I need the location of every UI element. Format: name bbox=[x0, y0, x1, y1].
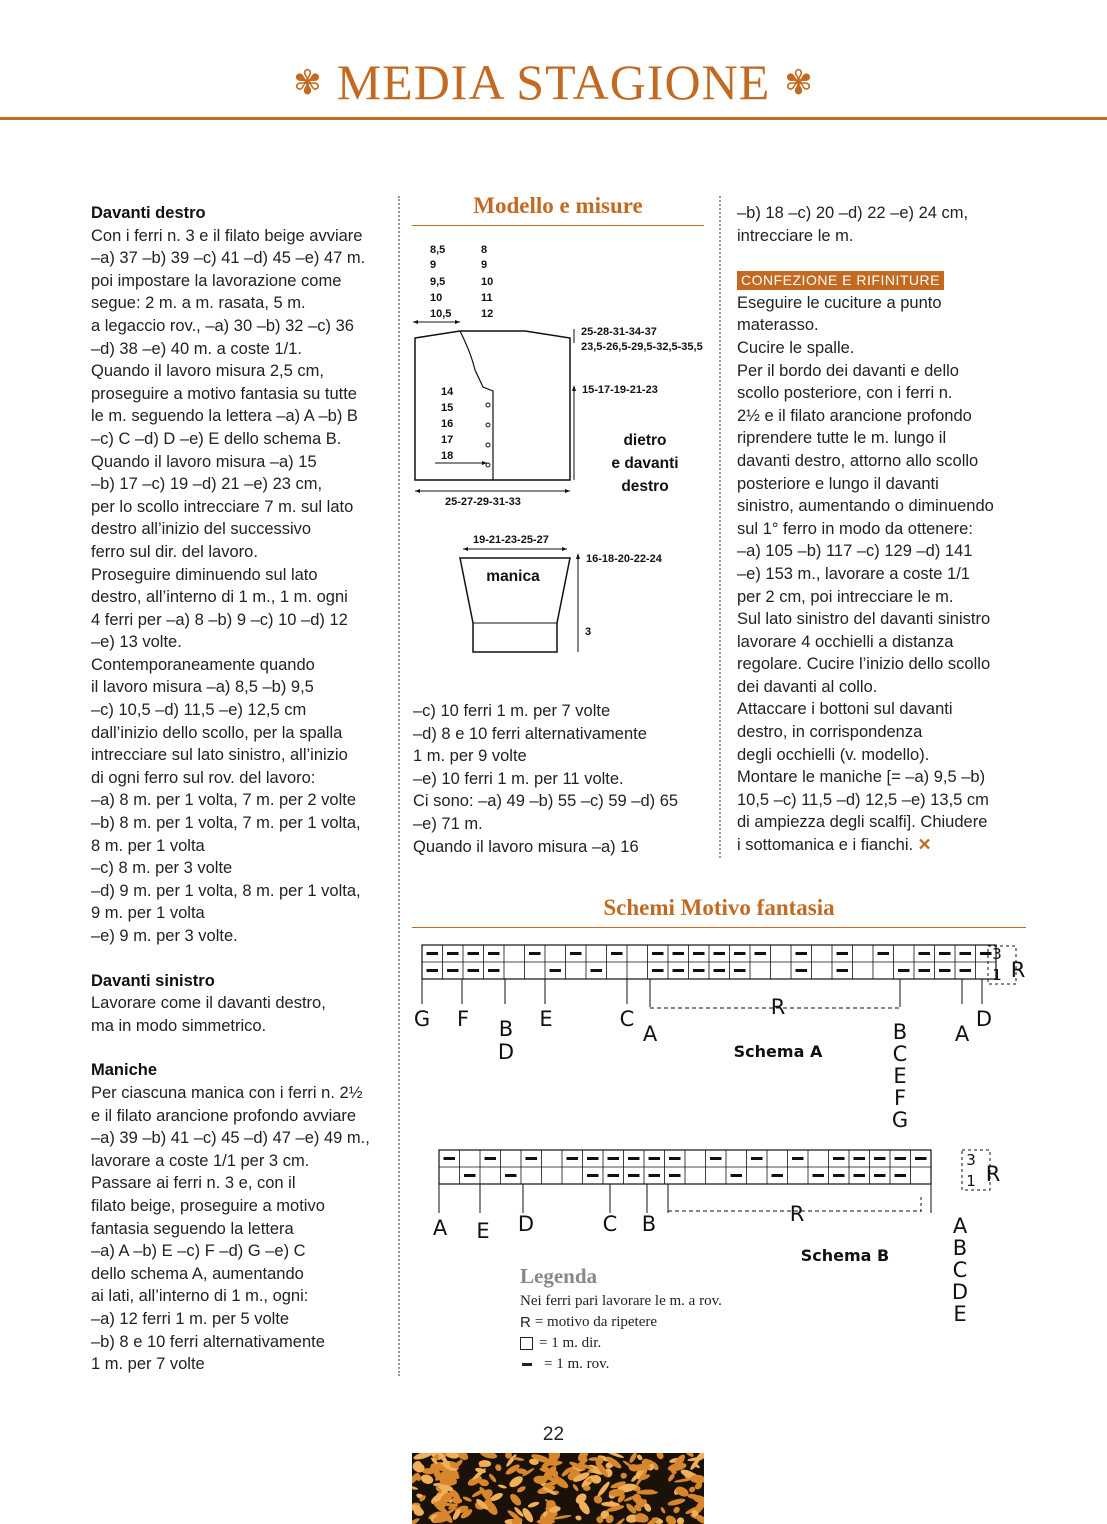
text-line: –b) 8 m. per 1 volta, 7 m. per 1 volta, bbox=[91, 814, 361, 833]
text-line: ai lati, all’interno di 1 m., ogni: bbox=[91, 1287, 309, 1306]
page-header bbox=[0, 0, 1107, 124]
purl-mark bbox=[649, 1174, 660, 1177]
text-line: e il filato arancione profondo avviare bbox=[91, 1106, 357, 1125]
body-label: e davanti bbox=[611, 455, 679, 472]
text-line: –a) 12 ferri 1 m. per 5 volte bbox=[91, 1309, 290, 1328]
purl-mark bbox=[792, 1157, 803, 1160]
legend bbox=[520, 1266, 722, 1375]
sleeve-measure: 16-18-20-22-24 bbox=[586, 553, 662, 565]
column-letter: B bbox=[952, 1236, 968, 1260]
purl-mark bbox=[751, 1157, 762, 1160]
text-line: scollo posteriore, con i ferri n. bbox=[737, 384, 953, 403]
text-line: a legaccio rov., –a) 30 –b) 32 –c) 36 bbox=[91, 316, 354, 335]
text-line: –a) A –b) E –c) F –d) G –e) C bbox=[91, 1242, 306, 1261]
purl-mark bbox=[488, 969, 499, 972]
purl-mark bbox=[915, 1157, 926, 1160]
text-line: –a) 105 –b) 117 –c) 129 –d) 141 bbox=[737, 542, 973, 561]
section-heading: Davanti destro bbox=[91, 204, 206, 222]
column-letter: D bbox=[975, 1007, 993, 1031]
text-line: –a) 8 m. per 1 volta, 7 m. per 2 volte bbox=[91, 791, 357, 810]
text-line: 10,5 –c) 11,5 –d) 12,5 –e) 13,5 cm bbox=[737, 790, 989, 809]
purl-mark bbox=[611, 952, 622, 955]
text-line: Eseguire le cuciture a punto bbox=[737, 293, 942, 312]
purl-mark bbox=[813, 1174, 824, 1177]
text-line: sul 1° ferro in modo da ottenere: bbox=[737, 519, 973, 538]
text-line: materasso. bbox=[737, 316, 819, 335]
text-line: intrecciare le m. bbox=[737, 226, 854, 245]
column-letter: F bbox=[893, 1086, 907, 1110]
schema-name: Schema A bbox=[733, 1042, 823, 1061]
purl-mark bbox=[427, 952, 438, 955]
repeat-label: R bbox=[789, 1202, 805, 1226]
text-line: segue: 2 m. a m. rasata, 5 m. bbox=[91, 294, 306, 313]
column-letter: E bbox=[539, 1007, 553, 1031]
shoulder-measure: 8,5 bbox=[430, 244, 446, 256]
text-line: –c) 10 ferri 1 m. per 7 volte bbox=[413, 702, 611, 720]
purl-mark bbox=[898, 969, 909, 972]
text-line: degli occhielli (v. modello). bbox=[737, 745, 930, 764]
text-line: 8 m. per 1 volta bbox=[91, 836, 205, 855]
body-label: dietro bbox=[623, 432, 667, 449]
text-line: ma in modo simmetrico. bbox=[91, 1016, 267, 1035]
text-line: Cucire le spalle. bbox=[737, 338, 855, 357]
column-letter: E bbox=[476, 1219, 490, 1243]
davanti-sinistro-text bbox=[91, 992, 391, 1037]
purl-mark bbox=[734, 969, 745, 972]
purl-mark bbox=[652, 952, 663, 955]
legend-line: = motivo da ripetere bbox=[534, 1314, 658, 1330]
purl-mark bbox=[874, 1157, 885, 1160]
text-line: lavorare 4 occhielli a distanza bbox=[737, 632, 954, 651]
header-rule bbox=[0, 117, 1107, 120]
purl-mark bbox=[731, 1174, 742, 1177]
purl-mark bbox=[628, 1174, 639, 1177]
schema-a-chart bbox=[410, 940, 1030, 1130]
purl-mark bbox=[755, 952, 766, 955]
text-line: Per ciascuna manica con i ferri n. 2½ bbox=[91, 1083, 363, 1102]
text-line: regolare. Cucire l’inizio dello scollo bbox=[737, 655, 991, 674]
text-line: per lo scollo intrecciare 7 m. sul lato bbox=[91, 497, 354, 516]
purl-mark bbox=[960, 969, 971, 972]
text-line: Montare le maniche [= –a) 9,5 –b) bbox=[737, 768, 986, 787]
text-line: Passare ai ferri n. 3 e, con il bbox=[91, 1174, 296, 1193]
schema-name: Schema B bbox=[800, 1246, 890, 1265]
text-line: filato beige, proseguire a motivo bbox=[91, 1196, 325, 1215]
purl-mark bbox=[468, 952, 479, 955]
column-letter: E bbox=[893, 1064, 907, 1088]
side-measure: 15-17-19-21-23 bbox=[582, 384, 658, 396]
text-line: di ampiezza degli scalfi]. Chiudere bbox=[737, 813, 988, 832]
inner-measure: 15 bbox=[441, 402, 454, 414]
column-letter: E bbox=[953, 1302, 967, 1326]
text-line: –d) 8 e 10 ferri alternativamente bbox=[413, 724, 647, 743]
bottom-measure: 25-27-29-31-33 bbox=[445, 496, 521, 508]
purl-mark bbox=[669, 1157, 680, 1160]
row-number: 1 bbox=[992, 966, 1002, 984]
purl-mark bbox=[505, 1174, 516, 1177]
purl-mark bbox=[550, 969, 561, 972]
purl-dash-icon bbox=[522, 1363, 532, 1366]
purl-mark bbox=[854, 1174, 865, 1177]
purl-mark bbox=[833, 1157, 844, 1160]
text-line: Con i ferri n. 3 e il filato beige avviare bbox=[91, 226, 363, 245]
column-divider bbox=[398, 196, 400, 1376]
text-line: fantasia seguendo la lettera bbox=[91, 1219, 294, 1238]
left-column bbox=[91, 202, 391, 1376]
text-line: posteriore e lungo il davanti bbox=[737, 474, 939, 493]
sleeve-measure: 19-21-23-25-27 bbox=[473, 534, 549, 546]
text-line: destro, all’interno di 1 m., 1 m. ogni bbox=[91, 588, 348, 607]
top-measure: 25-28-31-34-37 bbox=[581, 326, 657, 338]
text-line: 9 m. per 1 volta bbox=[91, 904, 205, 923]
section-heading: Maniche bbox=[91, 1061, 158, 1080]
repeat-label: R bbox=[985, 1162, 1001, 1186]
text-line: –c) C –d) D –e) E dello schema B. bbox=[91, 429, 342, 448]
purl-mark bbox=[919, 969, 930, 972]
schemi-title: Schemi Motivo fantasia bbox=[603, 895, 835, 920]
text-line: poi impostare la lavorazione come bbox=[91, 271, 342, 290]
purl-mark bbox=[895, 1157, 906, 1160]
text-line: –b) 8 e 10 ferri alternativamente bbox=[91, 1332, 325, 1351]
purl-mark bbox=[447, 952, 458, 955]
text-line: –e) 71 m. bbox=[413, 814, 483, 833]
column-letter: C bbox=[952, 1258, 968, 1282]
text-line: ferro sul dir. del lavoro. bbox=[91, 542, 258, 561]
inner-measure: 14 bbox=[441, 386, 454, 398]
purl-mark bbox=[587, 1157, 598, 1160]
text-line: davanti destro, attorno allo scollo bbox=[737, 451, 979, 470]
text-line: le m. seguendo la lettera –a) A –b) B bbox=[91, 407, 358, 426]
purl-mark bbox=[714, 969, 725, 972]
text-line: dei davanti al collo. bbox=[737, 677, 878, 696]
flower-icon: ✾ bbox=[293, 64, 323, 102]
purl-mark bbox=[919, 952, 930, 955]
text-line: Per il bordo dei davanti e dello bbox=[737, 361, 959, 380]
text-line: 1 m. per 9 volte bbox=[413, 747, 527, 766]
purl-mark bbox=[673, 952, 684, 955]
text-line: 1 m. per 7 volte bbox=[91, 1355, 205, 1374]
purl-mark bbox=[693, 952, 704, 955]
purl-mark bbox=[464, 1174, 475, 1177]
column-letter: D bbox=[497, 1040, 515, 1064]
end-ornament-icon: ✕ bbox=[913, 836, 932, 855]
top-measure: 23,5-26,5-29,5-32,5-35,5 bbox=[581, 341, 703, 353]
purl-mark bbox=[427, 969, 438, 972]
text-line: Sul lato sinistro del davanti sinistro bbox=[737, 610, 991, 629]
column-letter: B bbox=[498, 1017, 514, 1041]
column-letter: B bbox=[892, 1020, 908, 1044]
shoulder-measure: 9,5 bbox=[430, 276, 446, 288]
knit-square-icon bbox=[520, 1337, 533, 1350]
text-line: Ci sono: –a) 49 –b) 55 –c) 59 –d) 65 bbox=[413, 792, 679, 811]
repeat-label: R bbox=[770, 995, 786, 1019]
inner-measure: 16 bbox=[441, 418, 454, 430]
text-line: –d) 38 –e) 40 m. a coste 1/1. bbox=[91, 339, 302, 358]
shoulder-measure: 10 bbox=[430, 292, 443, 304]
text-line: intrecciare sul lato sinistro, all’inizio bbox=[91, 746, 348, 765]
column-letter: G bbox=[413, 1007, 431, 1031]
shoulder-measure: 9 bbox=[481, 259, 488, 271]
flower-icon: ✾ bbox=[784, 64, 814, 102]
purl-mark bbox=[567, 1157, 578, 1160]
shoulder-measure: 8 bbox=[481, 244, 488, 256]
row-number: 3 bbox=[992, 945, 1002, 963]
davanti-destro-text bbox=[91, 225, 391, 948]
text-line: dall’inizio dello scollo, per la spalla bbox=[91, 723, 343, 742]
text-line: –d) 9 m. per 1 volta, 8 m. per 1 volta, bbox=[91, 881, 361, 900]
repeat-label: R bbox=[1010, 958, 1026, 982]
middle-column-text bbox=[413, 700, 713, 858]
column-letter: A bbox=[954, 1022, 970, 1046]
text-line: –c) 10,5 –d) 11,5 –e) 12,5 cm bbox=[91, 701, 307, 720]
legend-line: = 1 m. dir. bbox=[539, 1335, 602, 1351]
text-line: –e) 10 ferri 1 m. per 11 volte. bbox=[413, 769, 624, 788]
section-rule bbox=[412, 225, 704, 226]
text-line: Attaccare i bottoni sul davanti bbox=[737, 700, 953, 719]
purl-mark bbox=[874, 1174, 885, 1177]
purl-mark bbox=[669, 1174, 680, 1177]
purl-mark bbox=[652, 969, 663, 972]
purl-mark bbox=[526, 1157, 537, 1160]
purl-mark bbox=[529, 952, 540, 955]
cuff-measure: 3 bbox=[585, 626, 592, 638]
column-letter: C bbox=[892, 1042, 908, 1066]
text-line: Quando il lavoro misura –a) 16 bbox=[413, 837, 639, 856]
text-line: –e) 13 volte. bbox=[91, 633, 182, 652]
knit-swatch-image bbox=[412, 1453, 704, 1524]
text-line: Contemporaneamente quando bbox=[91, 655, 315, 674]
column-divider bbox=[719, 196, 721, 858]
purl-mark bbox=[591, 969, 602, 972]
purl-mark bbox=[710, 1157, 721, 1160]
text-line: Proseguire diminuendo sul lato bbox=[91, 565, 318, 584]
shoulder-measure: 10 bbox=[481, 276, 494, 288]
purl-mark bbox=[444, 1157, 455, 1160]
text-line: 4 ferri per –a) 8 –b) 9 –c) 10 –d) 12 bbox=[91, 610, 348, 629]
text-line: sinistro, aumentando o diminuendo bbox=[737, 497, 994, 516]
column-letter: C bbox=[619, 1007, 635, 1031]
purl-mark bbox=[854, 1157, 865, 1160]
shoulder-measure: 11 bbox=[481, 292, 493, 304]
purl-mark bbox=[833, 1174, 844, 1177]
right-column bbox=[737, 202, 1037, 857]
purl-mark bbox=[772, 1174, 783, 1177]
text-line: di ogni ferro sul rov. del lavoro: bbox=[91, 768, 316, 787]
purl-mark bbox=[939, 969, 950, 972]
text-line: destro all’inizio del successivo bbox=[91, 520, 312, 539]
column-letter: D bbox=[517, 1212, 535, 1236]
repeat-key: R bbox=[520, 1314, 531, 1331]
purl-mark bbox=[693, 969, 704, 972]
purl-mark bbox=[587, 1174, 598, 1177]
row-number: 3 bbox=[966, 1151, 976, 1169]
text-line: riprendere tutte le m. lungo il bbox=[737, 429, 947, 448]
text-line: Quando il lavoro misura –a) 15 bbox=[91, 452, 317, 471]
section-rule bbox=[412, 927, 1026, 928]
purl-mark bbox=[837, 952, 848, 955]
purl-mark bbox=[939, 952, 950, 955]
text-line: proseguire a motivo fantasia su tutte bbox=[91, 384, 357, 403]
purl-mark bbox=[488, 952, 499, 955]
purl-mark bbox=[796, 952, 807, 955]
text-line: Lavorare come il davanti destro, bbox=[91, 994, 326, 1013]
text-line: per 2 cm, poi intrecciare le m. bbox=[737, 587, 954, 606]
column-letter: A bbox=[952, 1214, 968, 1238]
page-title: ✾ MEDIA STAGIONE ✾ bbox=[0, 52, 1107, 118]
text-line: destro, in corrispondenza bbox=[737, 723, 923, 742]
garment-schematic bbox=[405, 235, 710, 660]
purl-mark bbox=[570, 952, 581, 955]
purl-mark bbox=[878, 952, 889, 955]
text-line: –b) 18 –c) 20 –d) 22 –e) 24 cm, bbox=[737, 204, 969, 222]
text-line: –e) 9 m. per 3 volte. bbox=[91, 927, 238, 945]
shoulder-measure: 12 bbox=[481, 308, 494, 320]
purl-mark bbox=[608, 1174, 619, 1177]
legend-title: Legenda bbox=[520, 1264, 598, 1288]
legend-line: = 1 m. rov. bbox=[544, 1356, 610, 1372]
text-line: –a) 39 –b) 41 –c) 45 –d) 47 –e) 49 m., bbox=[91, 1129, 370, 1148]
column-letter: D bbox=[951, 1280, 969, 1304]
text-line: il lavoro misura –a) 8,5 –b) 9,5 bbox=[91, 678, 314, 697]
purl-mark bbox=[980, 952, 991, 955]
text-line: dello schema A, aumentando bbox=[91, 1264, 304, 1283]
text-line: –b) 17 –c) 19 –d) 21 –e) 23 cm, bbox=[91, 475, 323, 494]
body-label: destro bbox=[621, 478, 669, 495]
purl-mark bbox=[447, 969, 458, 972]
purl-mark bbox=[485, 1157, 496, 1160]
inner-measure: 17 bbox=[441, 434, 454, 446]
purl-mark bbox=[673, 969, 684, 972]
purl-mark bbox=[628, 1157, 639, 1160]
sleeve-label: manica bbox=[486, 568, 540, 585]
column-letter: G bbox=[891, 1108, 909, 1130]
text-line: –c) 8 m. per 3 volte bbox=[91, 859, 233, 878]
row-number: 1 bbox=[966, 1172, 976, 1190]
maniche-text bbox=[91, 1082, 391, 1376]
purl-mark bbox=[837, 969, 848, 972]
text-line: 2½ e il filato arancione profondo bbox=[737, 406, 972, 425]
text-line: lavorare a coste 1/1 per 3 cm. bbox=[91, 1151, 310, 1170]
shoulder-measure: 9 bbox=[430, 259, 437, 271]
purl-mark bbox=[608, 1157, 619, 1160]
purl-mark bbox=[960, 952, 971, 955]
legend-line: Nei ferri pari lavorare le m. a rov. bbox=[520, 1293, 722, 1309]
text-line: i sottomanica e i fianchi. ✕ bbox=[737, 836, 932, 855]
confezione-label: CONFEZIONE E RIFINITURE bbox=[737, 271, 944, 290]
column-letter: A bbox=[432, 1216, 448, 1240]
purl-mark bbox=[714, 952, 725, 955]
page-number: 22 bbox=[542, 1424, 565, 1445]
column-letter: A bbox=[642, 1022, 658, 1046]
text-line: Quando il lavoro misura 2,5 cm, bbox=[91, 362, 324, 381]
column-letter: B bbox=[641, 1212, 657, 1236]
section-title: Modello e misure bbox=[473, 193, 643, 218]
purl-mark bbox=[734, 952, 745, 955]
inner-measure: 18 bbox=[441, 450, 454, 462]
text-line: –e) 153 m., lavorare a coste 1/1 bbox=[737, 564, 970, 583]
column-letter: F bbox=[456, 1007, 470, 1031]
schema-b-chart bbox=[425, 1145, 1025, 1330]
purl-mark bbox=[796, 969, 807, 972]
purl-mark bbox=[649, 1157, 660, 1160]
section-heading: Davanti sinistro bbox=[91, 971, 215, 990]
purl-mark bbox=[895, 1174, 906, 1177]
column-letter: C bbox=[602, 1212, 618, 1236]
purl-mark bbox=[468, 969, 479, 972]
text-line: –a) 37 –b) 39 –c) 41 –d) 45 –e) 47 m. bbox=[91, 249, 366, 268]
shoulder-measure: 10,5 bbox=[430, 308, 452, 320]
